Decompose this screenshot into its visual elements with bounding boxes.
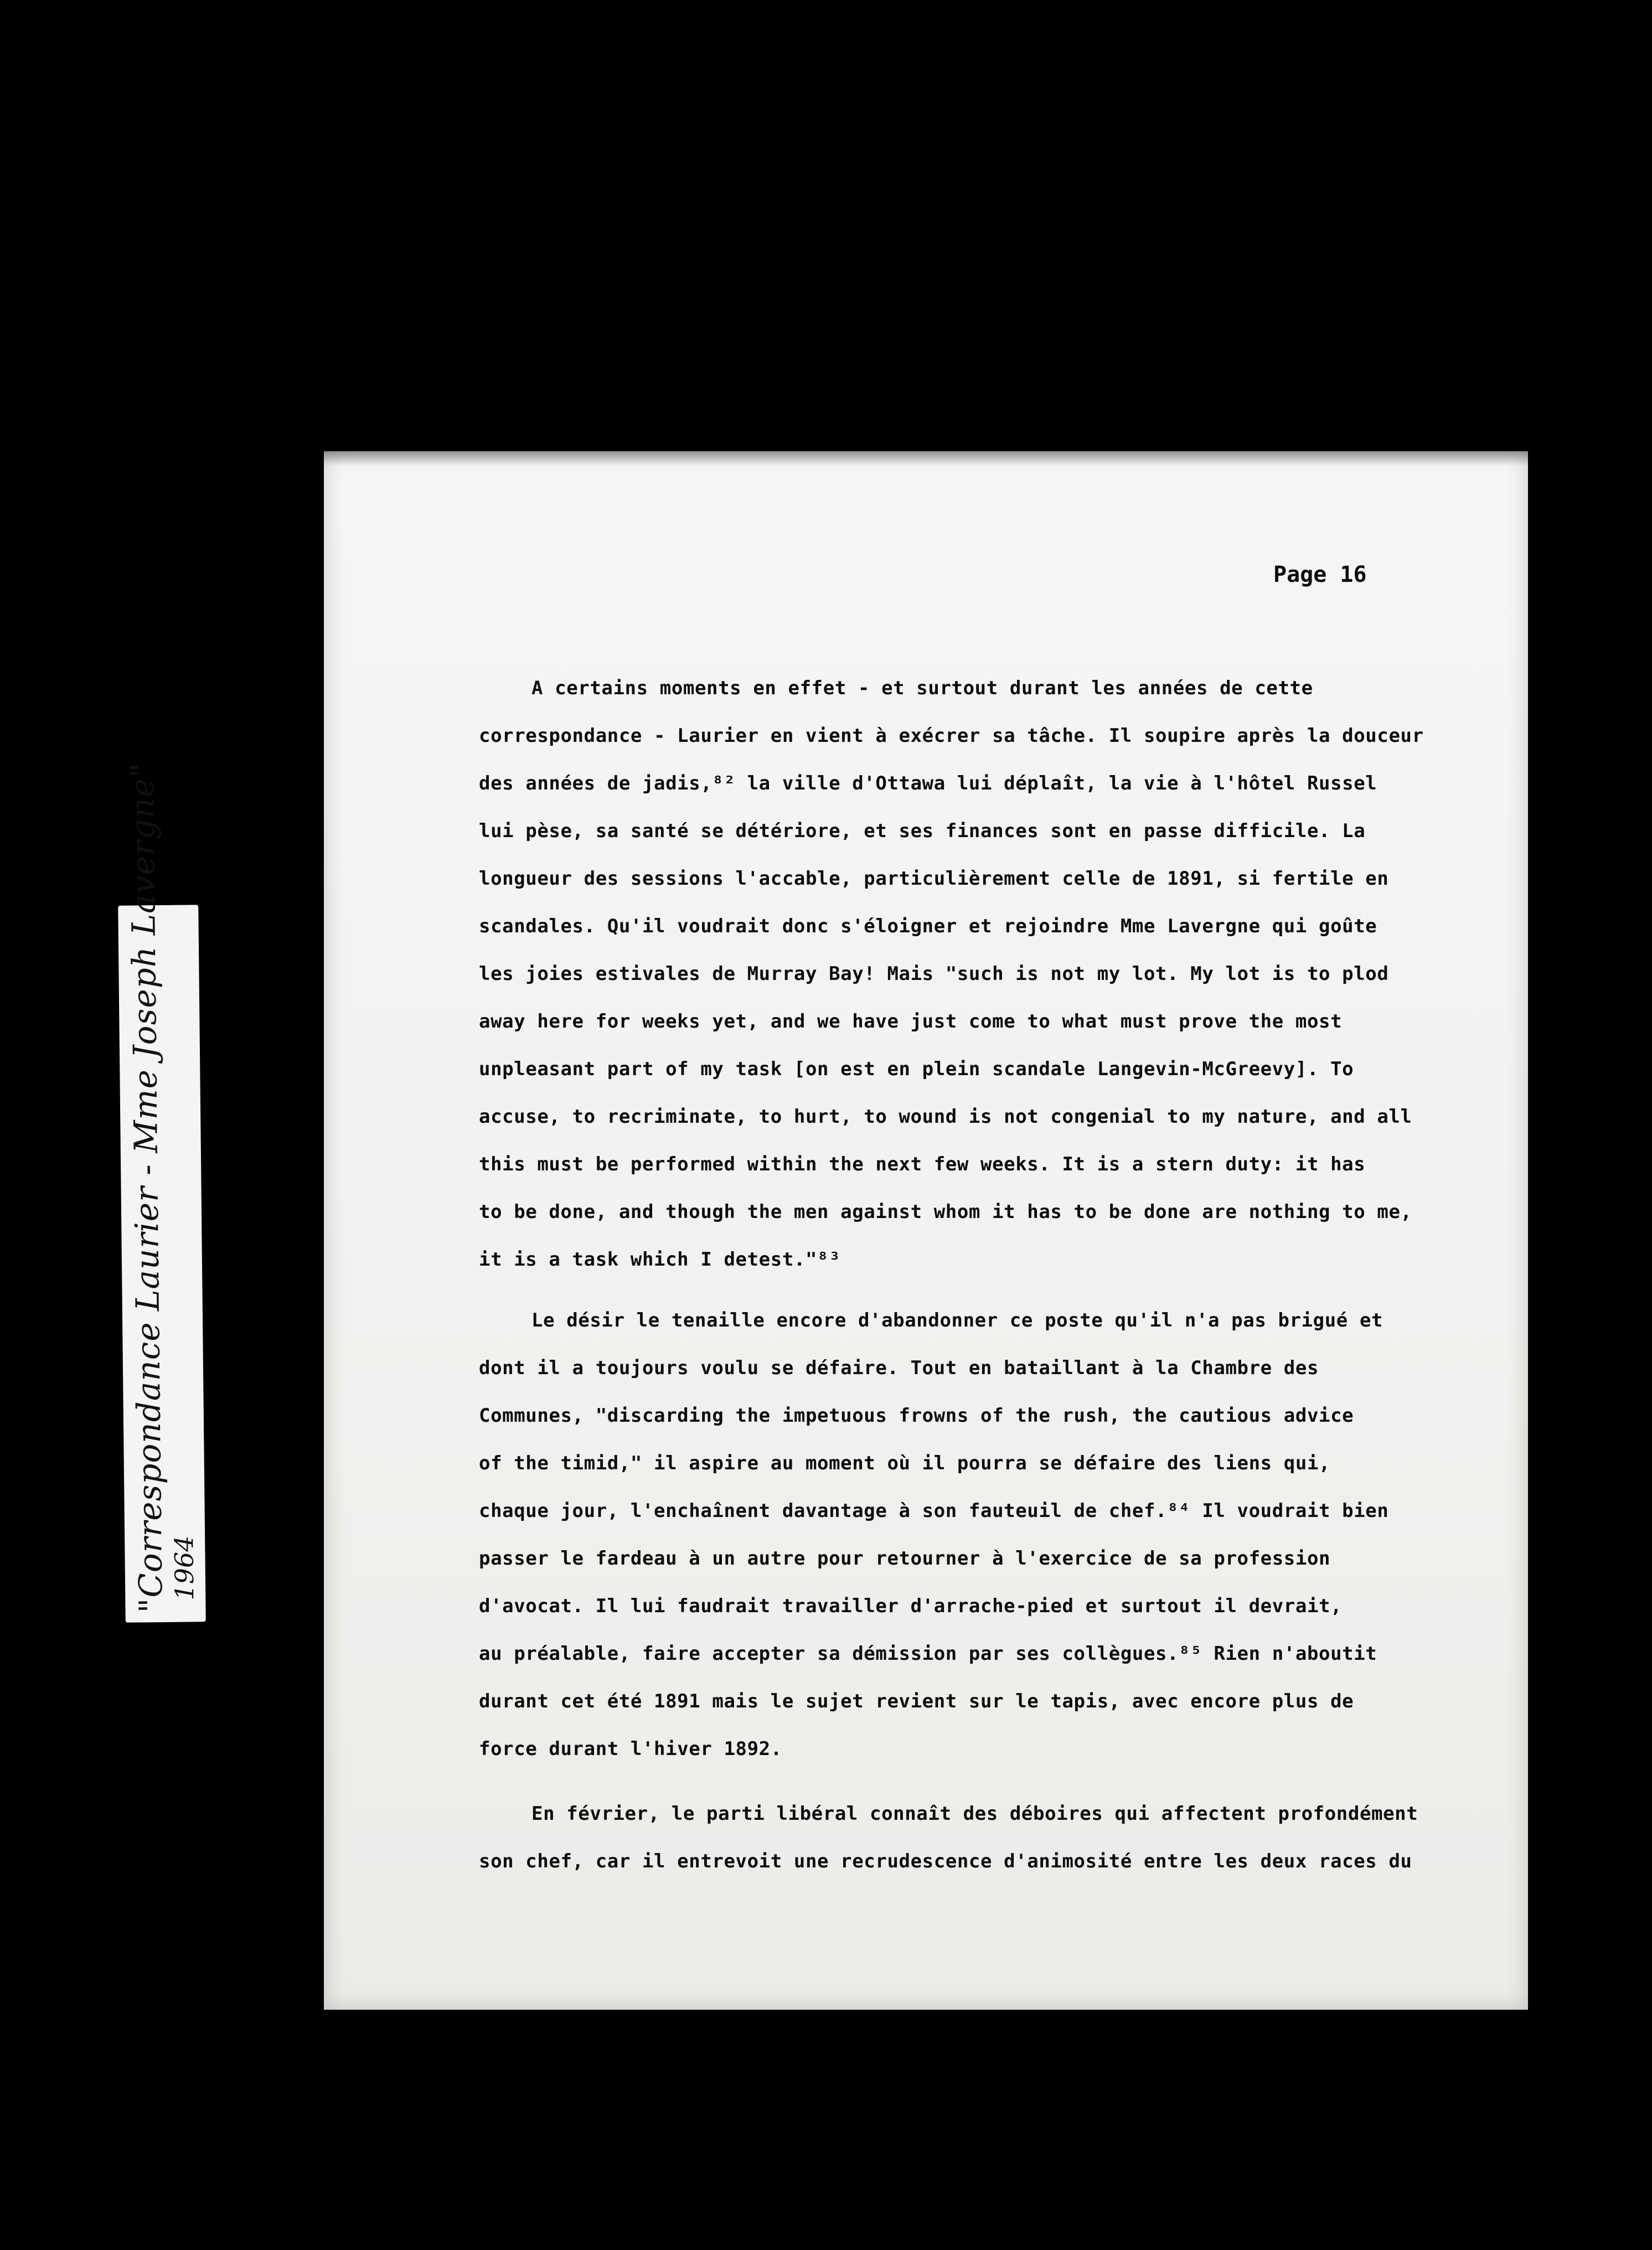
text-line: dont il a toujours voulu se défaire. Tout en bataillant à la Chambre des [479,1357,1319,1379]
text-line: it is a task which I detest."⁸³ [479,1248,841,1271]
text-line: lui pèse, sa santé se détériore, et ses finances sont en passe difficile. La [479,820,1366,842]
paragraph-3 [479,1790,1431,1885]
handwritten-label-title: "Correspondance Laurier - Mme Joseph Lavergne" [123,762,170,1613]
page-top-shadow [324,451,1528,466]
text-line: des années de jadis,⁸² la ville d'Ottawa lui déplaît, la vie à l'hôtel Russel [479,772,1377,794]
paragraph-2 [479,1297,1431,1773]
handwritten-label-year: 1964 [168,1535,199,1601]
text-line: away here for weeks yet, and we have just come to what must prove the most [479,1010,1343,1033]
text-line: passer le fardeau à un autre pour retourner à l'exercice de sa profession [479,1547,1331,1570]
page-number: Page 16 [1273,562,1367,587]
text-line: correspondance - Laurier en vient à exécrer sa tâche. Il soupire après la douceur [479,725,1424,747]
text-line: scandales. Qu'il voudrait donc s'éloigner et rejoindre Mme Lavergne qui goûte [479,915,1377,937]
text-line: au préalable, faire accepter sa démission par ses collègues.⁸⁵ Rien n'aboutit [479,1643,1377,1665]
text-line: force durant l'hiver 1892. [479,1738,782,1760]
text-line: of the timid," il aspire au moment où il pourra se défaire des liens qui, [479,1452,1331,1474]
text-line: les joies estivales de Murray Bay! Mais "such is not my lot. My lot is to plod [479,963,1389,985]
text-line: Communes, "discarding the impetuous frowns of the rush, the cautious advice [479,1405,1354,1427]
text-line: accuse, to recriminate, to hurt, to wound is not congenial to my nature, and all [479,1106,1412,1128]
text-line: to be done, and though the men against whom it has to be done are nothing to me, [479,1201,1412,1223]
handwritten-label-text [122,762,202,1613]
text-line: son chef, car il entrevoit une recrudescence d'animosité entre les deux races du [479,1850,1412,1872]
text-line: this must be performed within the next few weeks. It is a stern duty: it has [479,1153,1366,1175]
text-line: En février, le parti libéral connaît des déboires qui affectent profondément [531,1803,1418,1825]
text-line: d'avocat. Il lui faudrait travailler d'arrache-pied et surtout il devrait, [479,1595,1343,1617]
text-line: Le désir le tenaille encore d'abandonner ce poste qu'il n'a pas brigué et [531,1309,1383,1332]
text-line: durant cet été 1891 mais le sujet revient sur le tapis, avec encore plus de [479,1690,1354,1712]
text-line: longueur des sessions l'accable, particulièrement celle de 1891, si fertile en [479,868,1389,890]
text-line: unpleasant part of my task [on est en plein scandale Langevin-McGreevy]. To [479,1058,1354,1080]
typed-page [324,451,1528,2010]
paragraph-1 [479,664,1431,1283]
text-line: chaque jour, l'enchaînent davantage à son fauteuil de chef.⁸⁴ Il voudrait bien [479,1500,1389,1522]
handwritten-archive-label [118,762,206,1622]
text-line: A certains moments en effet - et surtout durant les années de cette [531,677,1313,699]
